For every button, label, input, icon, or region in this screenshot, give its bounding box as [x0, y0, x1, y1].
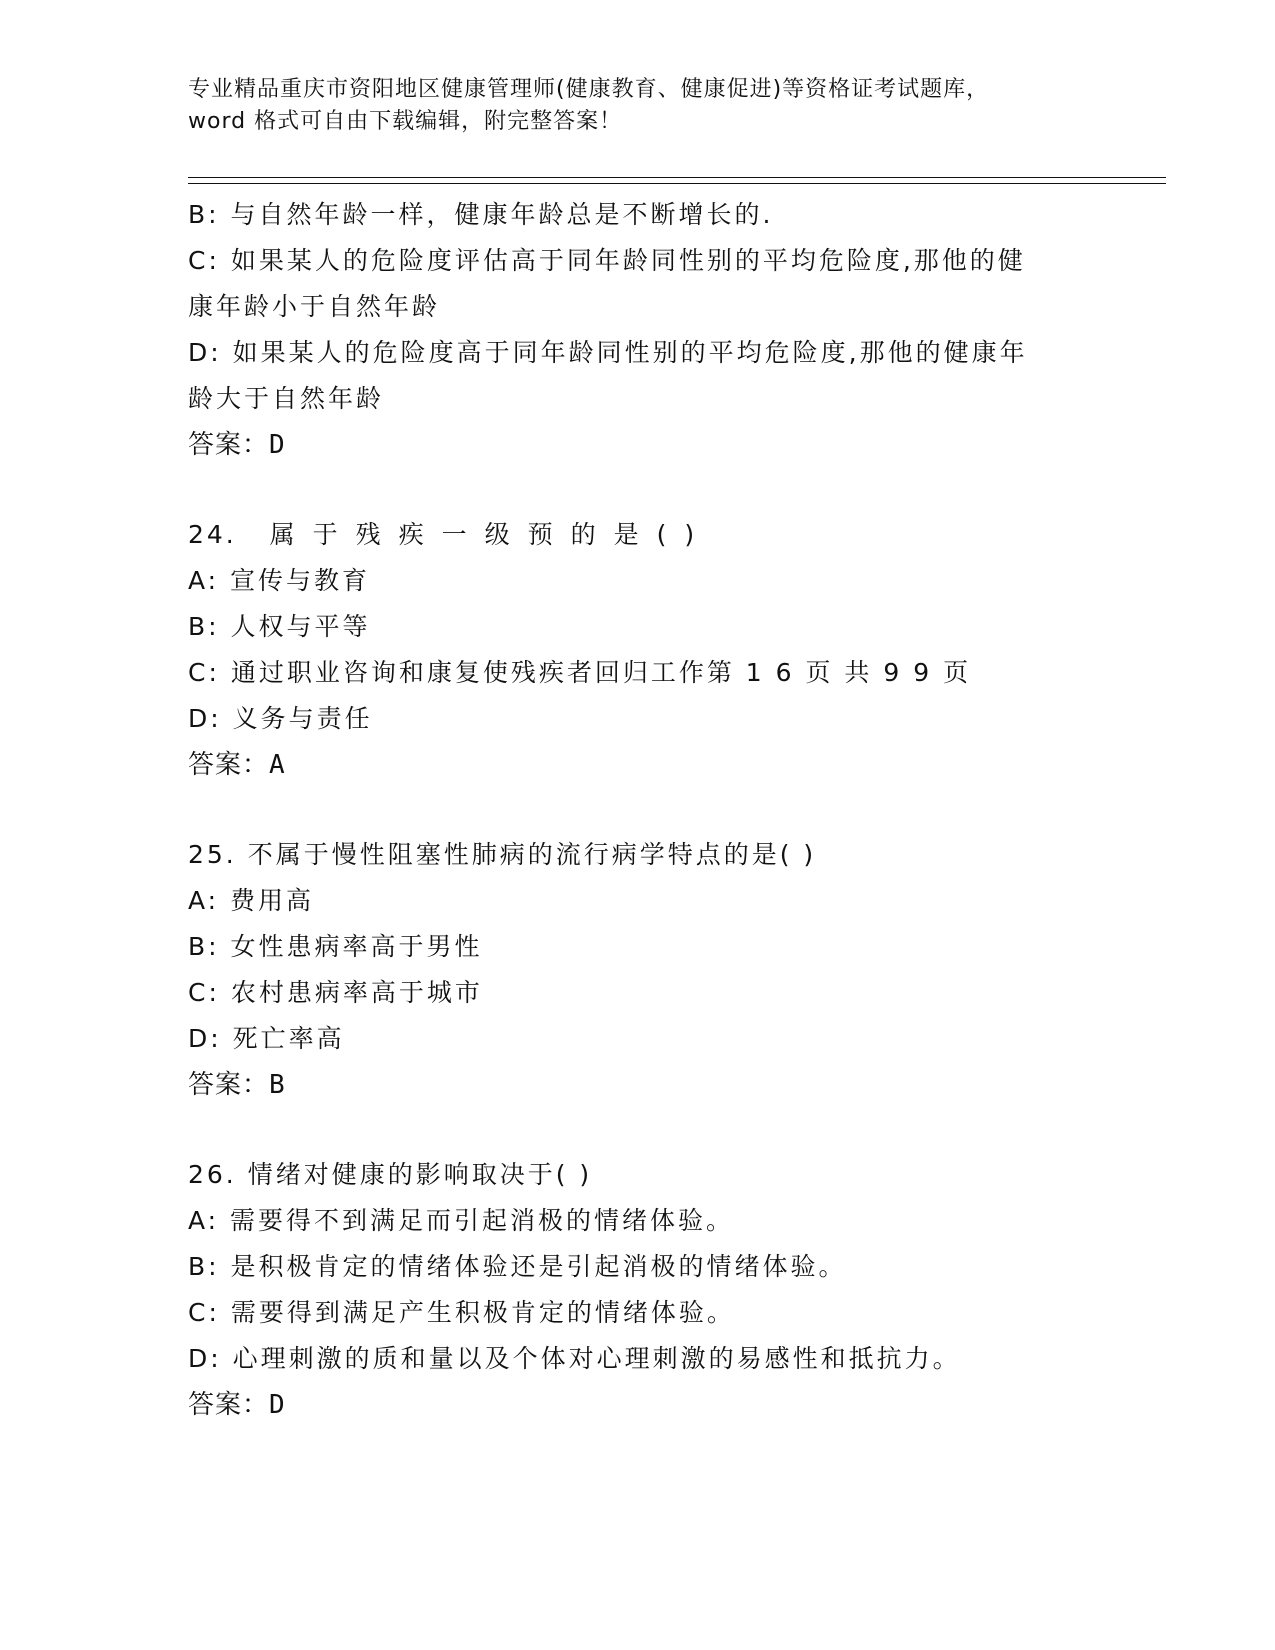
header-line-1: 专业精品重庆市资阳地区健康管理师(健康教育、健康促进)等资格证考试题库，: [188, 77, 990, 102]
answer-label: 答案：: [188, 430, 270, 460]
option-d-line-2: 龄大于自然年龄: [188, 384, 385, 413]
answer-value: B: [269, 1070, 286, 1100]
option-b: B: 女性患病率高于男性: [188, 932, 483, 961]
answer-value: A: [269, 750, 286, 780]
question-25: [188, 832, 1088, 1108]
question-24: [188, 512, 1088, 788]
answer-value: D: [269, 1390, 286, 1420]
header-line-2: word 格式可自由下载编辑，附完整答案！: [188, 109, 623, 134]
option-a: A: 费用高: [188, 886, 315, 915]
option-c-line-1: C: 如果某人的危险度评估高于同年龄同性别的平均危险度,那他的健: [188, 246, 1026, 275]
option-b: B: 与自然年龄一样，健康年龄总是不断增长的.: [188, 200, 774, 229]
option-b: B: 是积极肯定的情绪体验还是引起消极的情绪体验。: [188, 1252, 847, 1281]
answer-label: 答案：: [188, 750, 270, 780]
option-c-line-2: 康年龄小于自然年龄: [188, 292, 441, 321]
option-c: C: 通过职业咨询和康复使残疾者回归工作第 1 6 页 共 9 9 页: [188, 658, 972, 687]
option-d: D: 义务与责任: [188, 704, 373, 733]
header-divider-bottom: [188, 183, 1166, 184]
question-stem: 25. 不属于慢性阻塞性肺病的流行病学特点的是( ): [188, 840, 817, 869]
document-header: [188, 74, 1088, 138]
option-a: A: 需要得不到满足而引起消极的情绪体验。: [188, 1206, 735, 1235]
answer-value: D: [269, 430, 286, 460]
answer-label: 答案：: [188, 1070, 270, 1100]
option-d: D: 心理刺激的质和量以及个体对心理刺激的易感性和抵抗力。: [188, 1344, 961, 1373]
header-divider-top: [188, 177, 1166, 178]
option-c: C: 需要得到满足产生积极肯定的情绪体验。: [188, 1298, 735, 1327]
question-number: 24.: [188, 520, 237, 549]
question-23: [188, 192, 1088, 468]
option-b: B: 人权与平等: [188, 612, 371, 641]
option-c: C: 农村患病率高于城市: [188, 978, 483, 1007]
option-d: D: 死亡率高: [188, 1024, 345, 1053]
question-stem: [188, 512, 1088, 558]
question-list: [188, 192, 1088, 1428]
question-text: 属于残疾一级预的是(): [269, 520, 713, 549]
answer: [188, 1382, 1088, 1428]
option-a: A: 宣传与教育: [188, 566, 371, 595]
answer: [188, 422, 1088, 468]
question-26: [188, 1152, 1088, 1428]
answer: [188, 1062, 1088, 1108]
option-d-line-1: D: 如果某人的危险度高于同年龄同性别的平均危险度,那他的健康年: [188, 338, 1028, 367]
answer-label: 答案：: [188, 1390, 270, 1420]
question-stem: 26. 情绪对健康的影响取决于( ): [188, 1160, 593, 1189]
answer: [188, 742, 1088, 788]
